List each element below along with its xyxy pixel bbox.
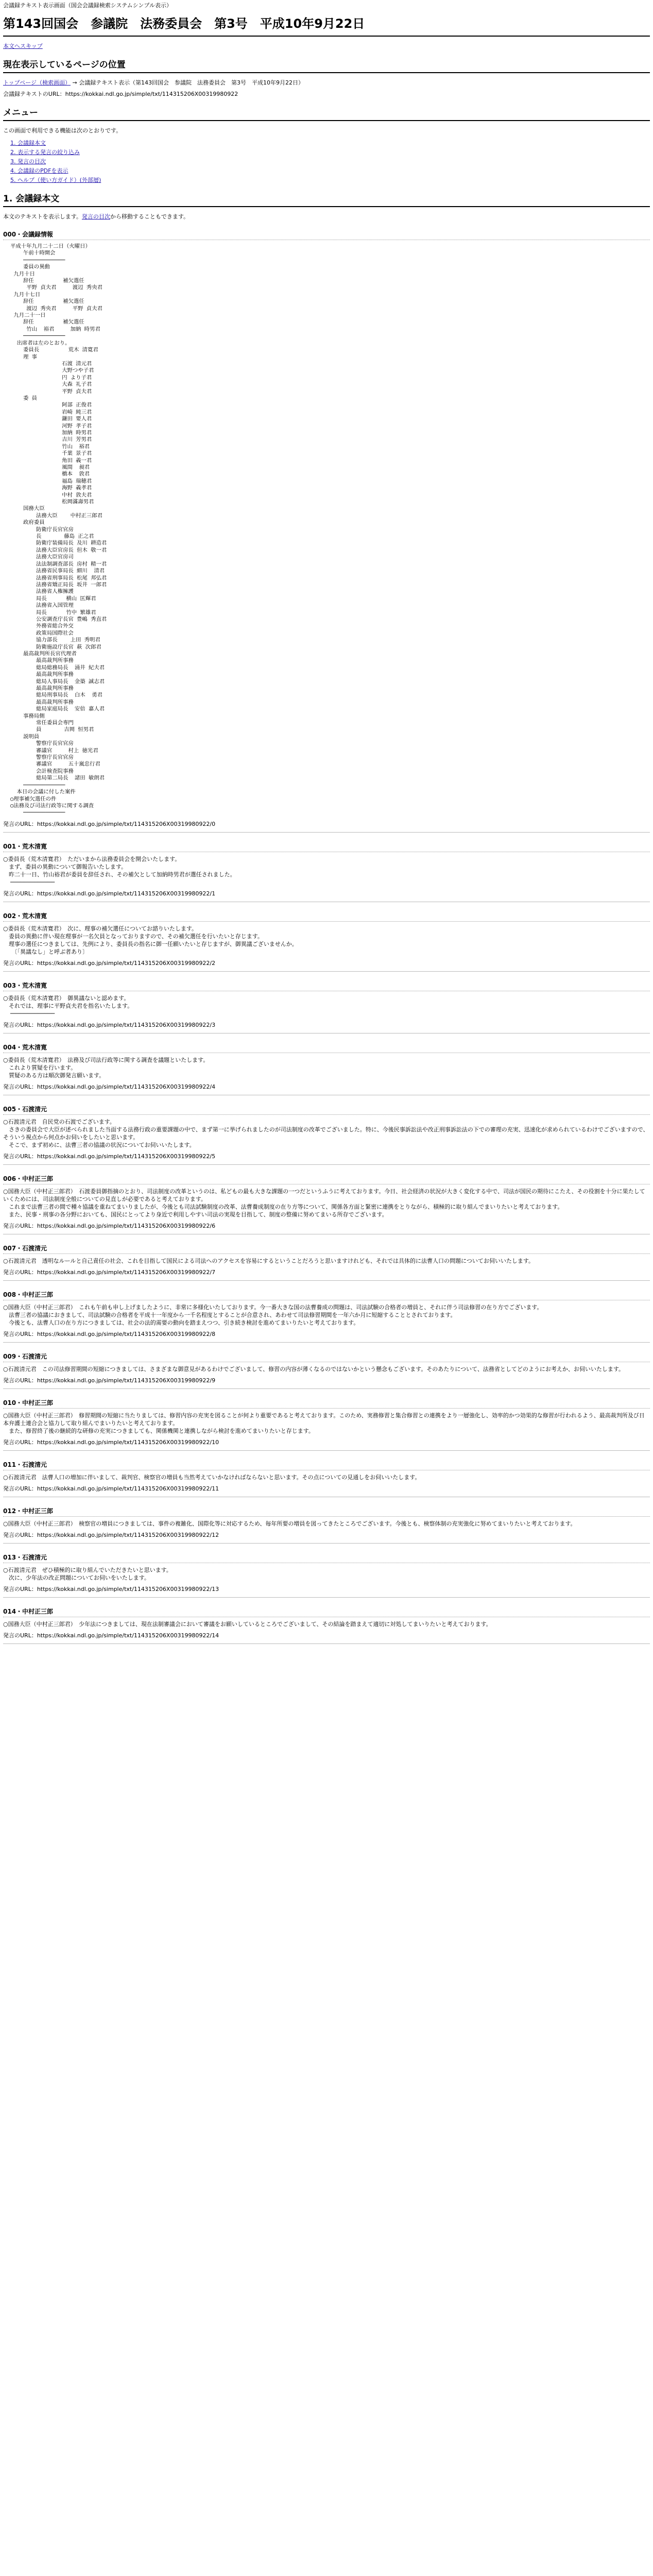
menu-divider bbox=[3, 120, 650, 121]
speech-divider bbox=[3, 1280, 650, 1281]
speech-text: ○委員長（荒木清寛君） 法務及び司法行政等に関する調査を議題といたします。 これより質疑を行います。 質疑のある方は順次御発言願います。 bbox=[3, 1056, 209, 1079]
speech-url: 発言のURL：https://kokkai.ndl.go.jp/simple/txt/114315206X00319980922/9 bbox=[3, 1377, 216, 1384]
speech-record bbox=[3, 980, 650, 1033]
speech-heading: 011・石渡清元 bbox=[3, 1459, 650, 1470]
speech-divider bbox=[3, 832, 650, 833]
speech-url: 発言のURL：https://kokkai.ndl.go.jp/simple/txt/114315206X00319980922/0 bbox=[3, 820, 216, 827]
speech-text: ○委員長（荒木清寛君） ただいまから法務委員会を開会いたします。 まず、委員の異動について御報告いたします。 昨二十一日、竹山裕君が委員を辞任され、その補欠として加納時男君が選任されました。 ───────────── bbox=[3, 855, 236, 886]
menu-intro: この画面で利用できる機能は次のとおりです。 bbox=[3, 127, 122, 134]
menu-list bbox=[10, 139, 650, 184]
speech-url: 発言のURL：https://kokkai.ndl.go.jp/simple/txt/114315206X00319980922/7 bbox=[3, 1268, 216, 1276]
speech-divider bbox=[3, 1543, 650, 1544]
speech-divider bbox=[3, 971, 650, 972]
speech-text: ○委員長（荒木清寛君） 次に、理事の補欠選任についてお諮りいたします。 委員の異動に伴い現在理事が一名欠員となっておりますので、その補欠選任を行いたいと存じます。 理事の選任につきましては、先例により、委員長の指名に御一任願いたいと存じますが、御異議ございませんか。 〔「異議なし」と呼ぶ者あり〕 bbox=[3, 925, 298, 955]
speech-text: ○石渡清元君 法曹人口の増加に伴いまして、裁判官、検察官の増員も当然考えていかなければならないと思います。その点についての見通しをお伺いいたします。 bbox=[3, 1473, 421, 1481]
speech-url: 発言のURL：https://kokkai.ndl.go.jp/simple/txt/114315206X00319980922/6 bbox=[3, 1222, 216, 1229]
speech-url: 発言のURL：https://kokkai.ndl.go.jp/simple/txt/114315206X00319980922/5 bbox=[3, 1153, 216, 1160]
speech-heading: 001・荒木清寛 bbox=[3, 841, 650, 852]
meeting-info: 平成十年九月二十二日（火曜日） 午前十時開会 ───────────── 委員の異動 九月十日 辞任 補欠選任 平野 貞夫君 渡辺 秀央君 九月十七日 辞任 補欠選任 渡辺 秀央君 平野 貞夫君 九月二十一日 辞任 補欠選任 竹山 裕君 加納 時男君 ───────────── 出席者は左のとおり。 委員長 荒木 清寛君 理 事 石渡 清元君 大野つや子君 円 より子君 大森 礼子君 平野 貞夫君 委 員 阿部 正俊君 岩崎 純三君 鎌田 要人君 河野 孝子君 加納 時男君 吉川 芳男君 竹山 裕君 千葉 景子君 角田 義一君 風間 昶君 橋本 敦君 福島 瑞穂君 海野 義孝君 中村 敦夫君 松岡滿壽男君 国務大臣 法務大臣 中村正三郎君 政府委員 防衛庁長官官房 長 藤島 正之君 防衛庁装備局長 及川 耕造君 法務大臣官房長 但木 敬一君 法務大臣官房司 法法制調査部長 房村 精一君 法務省民事局長 細川 清君 法務省刑事局長 松尾 邦弘君 法務省矯正局長 坂井 一郎君 法務省人権擁護 局長 横山 匡輝君 法務省入国管理 局長 竹中 繁雄君 公安調査庁長官 豊嶋 秀直君 外務省総合外交 政策局国際社会 協力部長 上田 秀明君 防衛施設庁長官 萩 次郎君 最高裁判所長官代理者 最高裁判所事務 総局総務局長 涌井 紀夫君 最高裁判所事務 総局人事局長 金築 誠志君 最高裁判所事務 総局刑事局長 白木 勇君 最高裁判所事務 総局家庭局長 安倍 嘉人君 事務局側 常任委員会専門 員 吉岡 恒男君 説明員 警察庁長官官房 審議官 村上 徳光君 警察庁長官官房 審議官 五十嵐忠行君 会計検査院事務 総局第二局長 諸田 敏朗君 ───────────── 本日の会議に付した案件 ○理事補欠選任の件 ○法務及び司法行政等に関する調査 ───────────── bbox=[10, 243, 107, 816]
speech-text: ○委員長（荒木清寛君） 御異議ないと認めます。 それでは、理事に平野貞夫君を指名いたします。 ───────────── bbox=[3, 994, 133, 1017]
speech-record bbox=[3, 841, 650, 902]
speech-heading: 008・中村正三郎 bbox=[3, 1289, 650, 1300]
speech-url: 発言のURL：https://kokkai.ndl.go.jp/simple/txt/114315206X00319980922/11 bbox=[3, 1485, 219, 1492]
speech-record bbox=[3, 1397, 650, 1451]
speech-text: ○国務大臣（中村正三郎君） 検察官の増員につきましては、事件の複雑化、国際化等に対応するため、毎年所要の増員を図ってきたところでございます。今後とも、検察体制の充実強化に努めてまいりたいと考えております。 bbox=[3, 1520, 576, 1527]
speech-url: 発言のURL：https://kokkai.ndl.go.jp/simple/txt/114315206X00319980922/14 bbox=[3, 1632, 219, 1639]
speech-url: 発言のURL：https://kokkai.ndl.go.jp/simple/txt/114315206X00319980922/13 bbox=[3, 1585, 219, 1592]
speech-text: ○石渡清元君 自民党の石渡でございます。 さきの委員会で大臣が述べられました当面する法務行政の重要課題の中で、まず第一に挙げられましたのが司法制度の改革でございました。特に、今後民事訴訟法や改正刑事訴訟法の下での審理の充実、迅速化が求められているわけでございますので、そういう視点から何点かお伺いをしたいと思います。 そこで、まず初めに、法曹三者の協議の状況についてお伺いいたします。 bbox=[3, 1118, 649, 1148]
speech-record bbox=[3, 1243, 650, 1281]
speech-divider bbox=[3, 1342, 650, 1343]
speech-heading: 006・中村正三郎 bbox=[3, 1173, 650, 1184]
speech-url: 発言のURL：https://kokkai.ndl.go.jp/simple/txt/114315206X00319980922/3 bbox=[3, 1021, 216, 1028]
page-url-label: 会議録テキストのURL：https://kokkai.ndl.go.jp/simple/txt/114315206X00319980922 bbox=[3, 91, 238, 97]
speech-text: ○国務大臣（中村正三郎君） 石渡委員御指摘のとおり、司法制度の改革というのは、私どもの最も大きな課題の一つだというふうに考えております。今日、社会経済の状況が大きく変化する中で、司法が国民の期待にこたえ、その役割を十分に果たしていくためには、司法制度全般についての見直しが必要であると考えております。 これまで法曹三者の間で種々協議を重ねてまいりましたが、今後とも司法試験制度の改革、法曹養成制度の在り方等について、関係各方面と緊密に連携をとりながら、積極的に取り組んでまいりたいと考えております。 また、民事・刑事の各分野においても、国民にとってより身近で利用しやすい司法の実現を目指して、制度の整備に努めてまいる所存でございます。 bbox=[3, 1188, 645, 1218]
speech-record bbox=[3, 1505, 650, 1544]
speech-text: ○石渡清元君 透明なルールと自己責任の社会、これを目指して国民による司法へのアクセスを容易にするということだろうと思いますけれども、それでは具体的に法曹人口の問題についてお伺いいたします。 bbox=[3, 1257, 534, 1264]
speech-url: 発言のURL：https://kokkai.ndl.go.jp/simple/txt/114315206X00319980922/1 bbox=[3, 890, 216, 897]
speech-record bbox=[3, 1104, 650, 1165]
speech-heading: 009・石渡清元 bbox=[3, 1351, 650, 1362]
title-divider bbox=[3, 36, 650, 37]
speech-heading: 007・石渡清元 bbox=[3, 1243, 650, 1254]
menu-item-pdf[interactable]: 4. 会議録のPDFを表示 bbox=[10, 167, 68, 174]
speech-heading: 012・中村正三郎 bbox=[3, 1505, 650, 1517]
location-heading: 現在表示しているページの位置 bbox=[3, 60, 126, 70]
body-heading: 1. 会議録本文 bbox=[3, 194, 60, 204]
speech-record bbox=[3, 1351, 650, 1389]
speech-record bbox=[3, 229, 650, 833]
breadcrumb-current: 会議録テキスト表示（第143回国会 参議院 法務委員会 第3号 平成10年9月22日） bbox=[79, 79, 304, 86]
breadcrumb-top-link[interactable]: トップページ（検索画面） bbox=[3, 79, 71, 86]
speech-text: ○石渡清元君 この司法修習期間の短縮につきましては、さまざまな御意見があるわけでございまして、修習の内容が薄くなるのではないかという懸念もございます。そのあたりについて、法務省としてどのようにお考えか、お伺いいたします。 bbox=[3, 1365, 624, 1372]
breadcrumb bbox=[3, 78, 650, 87]
speech-record bbox=[3, 1173, 650, 1234]
speech-heading: 003・荒木清寛 bbox=[3, 980, 650, 991]
page-title: 第143回国会 参議院 法務委員会 第3号 平成10年9月22日 bbox=[3, 16, 365, 31]
body-divider bbox=[3, 206, 650, 207]
speech-text: ○国務大臣（中村正三郎君） 修習期間の短縮に当たりましては、修習内容の充実を図ることが何より重要であると考えております。このため、実務修習と集合修習との連携をより一層強化し、効率的かつ効果的な修習が行われるよう、最高裁判所及び日本弁護士連合会と協力して取り組んでまいりたいと考えております。 また、修習終了後の継続的な研修の充実につきましても、関係機関と連携しながら検討を進めてまいりたいと存じます。 bbox=[3, 1412, 645, 1434]
speech-url: 発言のURL：https://kokkai.ndl.go.jp/simple/txt/114315206X00319980922/12 bbox=[3, 1531, 219, 1538]
speech-url: 発言のURL：https://kokkai.ndl.go.jp/simple/txt/114315206X00319980922/4 bbox=[3, 1083, 216, 1090]
speech-divider bbox=[3, 1388, 650, 1389]
skip-link[interactable]: 本文へスキップ bbox=[3, 43, 43, 49]
speech-heading: 000・会議録情報 bbox=[3, 229, 650, 240]
menu-item-minutes[interactable]: 1. 会議録本文 bbox=[10, 140, 46, 146]
menu-item-help[interactable]: 5. ヘルプ（使い方ガイド）(外部層) bbox=[10, 177, 101, 183]
speech-record bbox=[3, 1552, 650, 1598]
speech-heading: 004・荒木清寛 bbox=[3, 1042, 650, 1053]
speech-text: ○石渡清元君 ぜひ積極的に取り組んでいただきたいと思います。 次に、少年法の改正問題についてお伺いをいたします。 bbox=[3, 1566, 172, 1581]
speech-heading: 005・石渡清元 bbox=[3, 1104, 650, 1115]
speech-record bbox=[3, 1289, 650, 1343]
body-intro-post: から移動することもできます。 bbox=[110, 213, 190, 220]
speech-url: 発言のURL：https://kokkai.ndl.go.jp/simple/txt/114315206X00319980922/8 bbox=[3, 1330, 216, 1337]
speech-divider bbox=[3, 1643, 650, 1644]
speech-record bbox=[3, 1042, 650, 1095]
system-name: 会議録テキスト表示画面（国会会議録検索システムシンプル表示） bbox=[3, 2, 172, 9]
location-divider bbox=[3, 72, 650, 73]
speech-text: ○国務大臣（中村正三郎君） 少年法につきましては、現在法制審議会において審議をお願いしているところでございまして、その結論を踏まえて適切に対処してまいりたいと考えております。 bbox=[3, 1620, 492, 1628]
body-intro bbox=[3, 212, 650, 221]
speech-url: 発言のURL：https://kokkai.ndl.go.jp/simple/txt/114315206X00319980922/2 bbox=[3, 959, 216, 967]
breadcrumb-arrow: → bbox=[72, 79, 77, 86]
speech-text: ○国務大臣（中村正三郎君） これも午前も申し上げましたように、非常に多様化いたしております。今一番大きな国の法曹養成の問題は、司法試験の合格者の増員と、それに伴う司法修習の在り方でございます。 法曹三者の協議におきまして、司法試験の合格者を平成十一年度から一千名程度とすることが合意され、あわせて司法修習期間を一年六か月に短縮することとされております。 今後とも、法曹人口の在り方につきましては、社会の法的需要の動向を踏まえつつ、引き続き検討を進めてまいりたいと考えております。 bbox=[3, 1303, 543, 1326]
speech-url: 発言のURL：https://kokkai.ndl.go.jp/simple/txt/114315206X00319980922/10 bbox=[3, 1438, 219, 1446]
speech-heading: 013・石渡清元 bbox=[3, 1552, 650, 1563]
records-container bbox=[3, 229, 650, 1644]
menu-item-filter[interactable]: 2. 表示する発言の絞り込み bbox=[10, 149, 80, 156]
speech-divider bbox=[3, 1450, 650, 1451]
speech-record bbox=[3, 910, 650, 972]
speech-record bbox=[3, 1459, 650, 1497]
speech-divider bbox=[3, 1164, 650, 1165]
menu-heading: メニュー bbox=[3, 108, 38, 118]
menu-item-toc[interactable]: 3. 発言の目次 bbox=[10, 158, 46, 165]
speech-divider bbox=[3, 1597, 650, 1598]
body-intro-pre: 本文のテキストを表示します。 bbox=[3, 213, 82, 220]
speech-record bbox=[3, 1606, 650, 1644]
speech-heading: 014・中村正三郎 bbox=[3, 1606, 650, 1617]
speech-heading: 002・荒木清寛 bbox=[3, 910, 650, 922]
toc-link[interactable]: 発言の目次 bbox=[81, 213, 110, 220]
speech-heading: 010・中村正三郎 bbox=[3, 1397, 650, 1409]
